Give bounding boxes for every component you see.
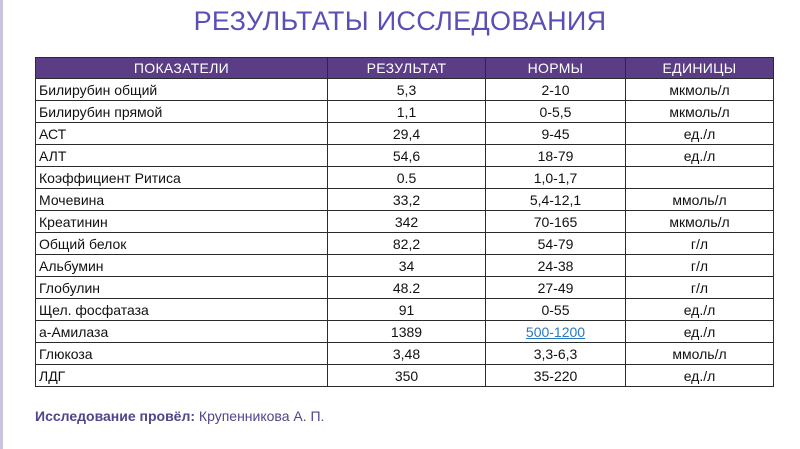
- row-result: 0.5: [328, 167, 486, 189]
- table-header-row: [36, 58, 774, 79]
- row-norm: 0-5,5: [486, 101, 626, 123]
- table-row: [36, 365, 774, 387]
- row-result: 34: [328, 255, 486, 277]
- row-norm: 0-55: [486, 299, 626, 321]
- table-row: [36, 123, 774, 145]
- row-result: 5,3: [328, 79, 486, 101]
- row-result: 33,2: [328, 189, 486, 211]
- table-row: [36, 145, 774, 167]
- row-norm: 2-10: [486, 79, 626, 101]
- row-name: Коэффициент Ритиса: [36, 167, 328, 189]
- row-result: 342: [328, 211, 486, 233]
- row-unit: г/л: [626, 277, 774, 299]
- row-norm: 70-165: [486, 211, 626, 233]
- row-result: 1,1: [328, 101, 486, 123]
- table-row: [36, 299, 774, 321]
- table-row: [36, 233, 774, 255]
- row-unit: мкмоль/л: [626, 211, 774, 233]
- row-name: АСТ: [36, 123, 328, 145]
- row-name: Билирубин прямой: [36, 101, 328, 123]
- row-result: 82,2: [328, 233, 486, 255]
- table-row: [36, 79, 774, 101]
- row-name: Мочевина: [36, 189, 328, 211]
- table-row: [36, 255, 774, 277]
- table-row: [36, 211, 774, 233]
- row-name: Глобулин: [36, 277, 328, 299]
- row-norm-link-cell: [486, 321, 626, 343]
- row-unit: г/л: [626, 233, 774, 255]
- header-norms: НОРМЫ: [486, 58, 626, 79]
- row-result: 350: [328, 365, 486, 387]
- row-unit: мкмоль/л: [626, 101, 774, 123]
- row-name: Креатинин: [36, 211, 328, 233]
- row-result: 91: [328, 299, 486, 321]
- row-norm: 27-49: [486, 277, 626, 299]
- row-unit: ммоль/л: [626, 189, 774, 211]
- row-unit: мкмоль/л: [626, 79, 774, 101]
- row-norm: 3,3-6,3: [486, 343, 626, 365]
- row-result: 3,48: [328, 343, 486, 365]
- row-name: Альбумин: [36, 255, 328, 277]
- amylase-norm-link[interactable]: 500-1200: [525, 323, 586, 340]
- header-indicators: ПОКАЗАТЕЛИ: [36, 58, 328, 79]
- row-norm: 54-79: [486, 233, 626, 255]
- row-name: Общий белок: [36, 233, 328, 255]
- row-result: 54,6: [328, 145, 486, 167]
- row-result: 1389: [328, 321, 486, 343]
- page-title: РЕЗУЛЬТАТЫ ИССЛЕДОВАНИЯ: [193, 6, 607, 36]
- table-row: [36, 101, 774, 123]
- row-name: ЛДГ: [36, 365, 328, 387]
- header-result: РЕЗУЛЬТАТ: [328, 58, 486, 79]
- row-norm: 24-38: [486, 255, 626, 277]
- row-name: Билирубин общий: [36, 79, 328, 101]
- row-name: Глюкоза: [36, 343, 328, 365]
- row-unit: ед./л: [626, 145, 774, 167]
- row-norm: 1,0-1,7: [486, 167, 626, 189]
- footer-signature: [35, 408, 324, 424]
- row-name: АЛТ: [36, 145, 328, 167]
- table-row: [36, 189, 774, 211]
- row-unit: г/л: [626, 255, 774, 277]
- results-table: [35, 57, 774, 387]
- row-norm: 18-79: [486, 145, 626, 167]
- row-norm: 9-45: [486, 123, 626, 145]
- table-row: [36, 277, 774, 299]
- row-norm: 35-220: [486, 365, 626, 387]
- left-accent-line: [0, 0, 3, 449]
- row-unit: ммоль/л: [626, 343, 774, 365]
- row-unit: ед./л: [626, 365, 774, 387]
- row-norm: 5,4-12,1: [486, 189, 626, 211]
- row-unit: ед./л: [626, 321, 774, 343]
- table-row: [36, 321, 774, 343]
- row-unit: [626, 167, 774, 189]
- row-result: 48.2: [328, 277, 486, 299]
- header-units: ЕДИНИЦЫ: [626, 58, 774, 79]
- row-name: а-Амилаза: [36, 321, 328, 343]
- footer-value: Крупенникова А. П.: [198, 408, 325, 424]
- footer-label: Исследование провёл:: [35, 408, 196, 424]
- table-row: [36, 343, 774, 365]
- row-unit: ед./л: [626, 299, 774, 321]
- row-unit: ед./л: [626, 123, 774, 145]
- row-name: Щел. фосфатаза: [36, 299, 328, 321]
- table-row: [36, 167, 774, 189]
- row-result: 29,4: [328, 123, 486, 145]
